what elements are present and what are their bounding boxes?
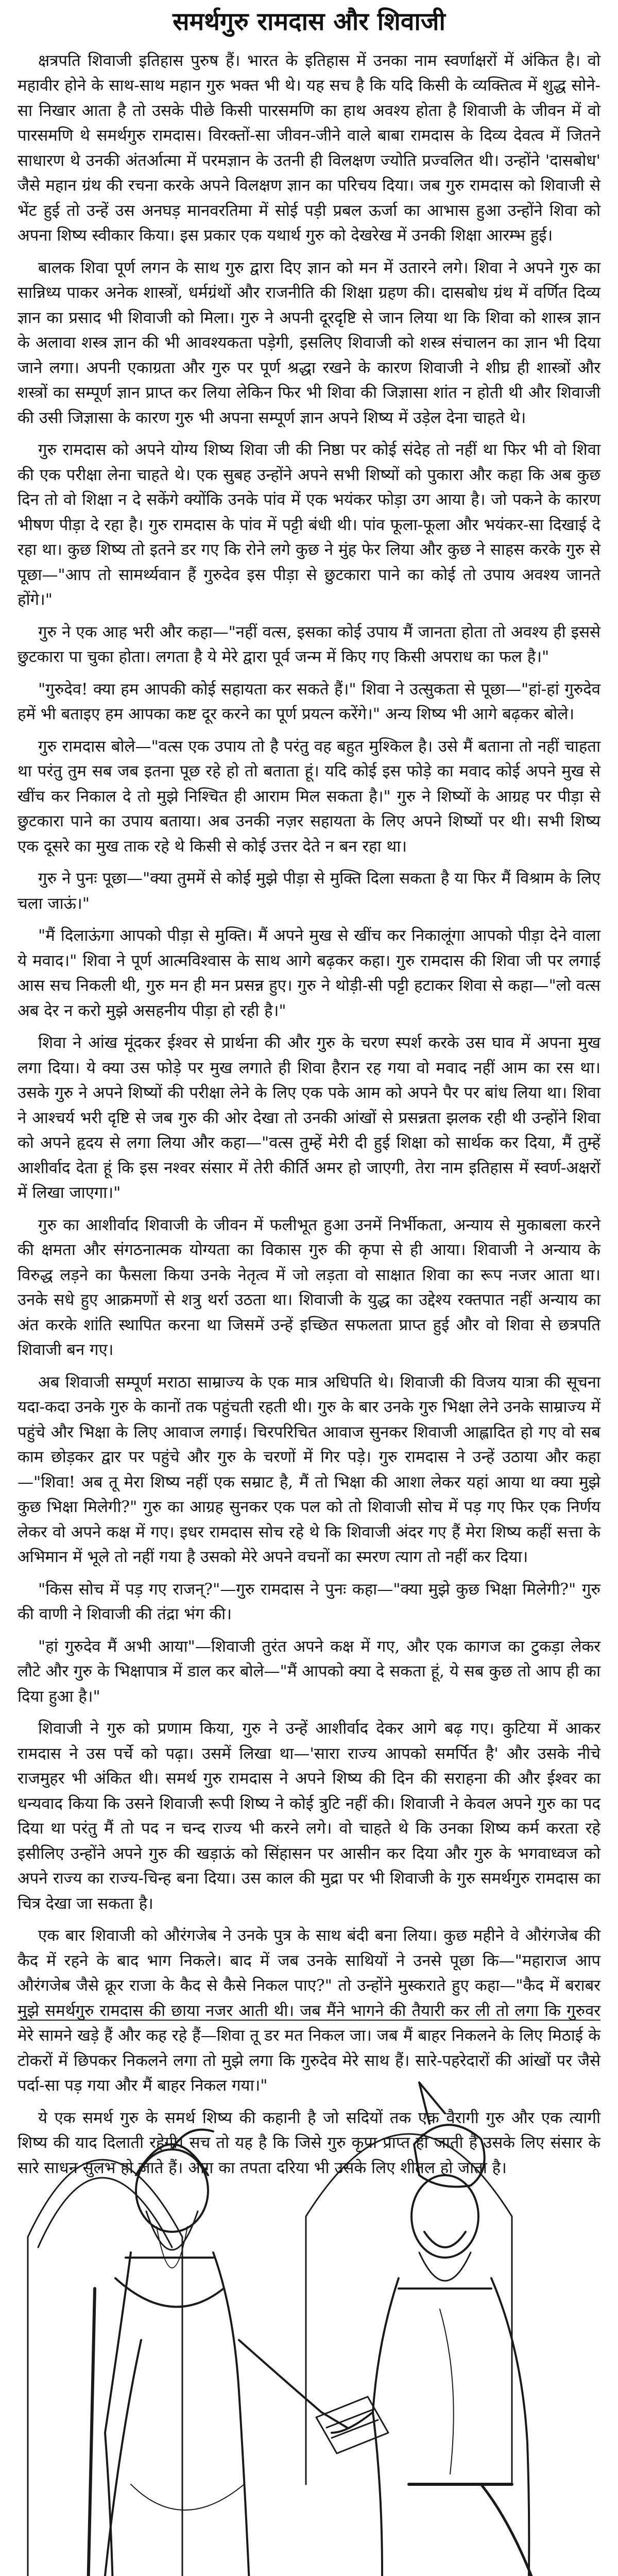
palace-arches: [18, 2134, 600, 2576]
line-drawing: [18, 2021, 600, 2576]
paragraph: गुरु रामदास बोले—"वत्स एक उपाय तो है परंतु वह बहुत मुश्किल है। उसे मैं बताना तो नहीं चाहता था परंतु तुम सब जब इतना पूछ रहे हो तो बताता हूं। यदि कोई इस फोड़े का मवाद कोई अपने मुख से खींच कर निकाल दे तो मुझे निश्चित ही आराम मिल सकता है।" गुरु ने शिष्यों के आग्रह पर पीड़ा से छुटकारा पाने का उपाय बताया। अब उनकी नज़र सहायता के लिए अपने शिष्यों पर थी। सभी शिष्य एक दूसरे का मुख ताक रहे थे किसी से कोई उत्तर देते न बन रहा था।: [18, 737, 600, 856]
page-title: समर्थगुरु रामदास और शिवाजी: [173, 7, 445, 36]
paragraph: "किस सोच में पड़ गए राजन्?"—गुरु रामदास ने पुनः कहा—"क्या मुझे कुछ भिक्षा मिलेगी?" गुरु की वाणी ने शिवाजी की तंद्रा भंग की।: [18, 1580, 600, 1624]
paragraph: "मैं दिलाऊंगा आपको पीड़ा से मुक्ति। मैं अपने मुख से खींच कर निकालूंगा आपको पीड़ा देने वाला ये मवाद।" शिवा ने पूर्ण आत्मविश्वास के साथ आगे बढ़कर कहा। गुरु रामदास की शिवा जी पर लगाई आस सच निकली थी, गुरु मन ही मन प्रसन्न हुए। गुरु ने थोड़ी-सी पट्टी हटाकर शिवा से कहा—"लो वत्स अब देर न करो मुझे असहनीय पीड़ा हो रही है।": [18, 926, 600, 1020]
illustration-ramdas-and-shivaji: [18, 2020, 600, 2576]
scroll-paper: [316, 2397, 388, 2453]
paragraph: ये एक समर्थ गुरु के समर्थ शिष्य की कहानी है जो सदियों तक एक वैरागी गुरु और एक त्यागी शिष्य की याद दिलाती रहेगी। सच तो यह है कि जिसे गुरु कृपा प्राप्त हो जाती है उसके लिए संसार के सारे साधन सुलभ हो जाते हैं। आग का तपता दरिया भी उसके लिए शीतल हो जाता है।: [18, 2108, 600, 2177]
paragraph: गुरु ने पुनः पूछा—"क्या तुममें से कोई मुझे पीड़ा से मुक्ति दिला सकता है या फिर मैं विश्राम के लिए चला जाऊं।": [18, 869, 600, 913]
ramdas-figure: [79, 2130, 347, 2576]
paragraph: शिवा ने आंख मूंदकर ईश्वर से प्रार्थना की और गुरु के चरण स्पर्श करके उस घाव में अपना मुख लगा दिया। ये क्या उस फोड़े पर मुख लगाते ही शिवा हैरान रह गया वो मवाद नहीं आम का रस था। उसके गुरु ने अपने शिष्यों की परीक्षा लेने के लिए एक पके आम को अपने पैर पर बांध लिया था। शिवा ने आश्चर्य भरी दृष्टि से जब गुरु की ओर देखा तो उनकी आंखों से प्रसन्नता झलक रही थी उन्होंने शिवा को अपने हृदय से लगा लिया और कहा—"वत्स तुम्हें मेरी दी हुई शिक्षा को सार्थक कर दिया, मैं तुम्हें आशीर्वाद देता हूं कि इस नश्वर संसार में तेरी कीर्ति अमर हो जाएगी, तेरा नाम इतिहास में स्वर्ण-अक्षरों में लिखा जाएगा।": [18, 1033, 600, 1202]
paragraph: गुरु ने एक आह भरी और कहा—"नहीं वत्स, इसका कोई उपाय मैं जानता होता तो अवश्य ही इससे छुटकारा पा चुका होता। लगता है ये मेरे द्वारा पूर्व जन्म में किए गए किसी अपराध का फल है।": [18, 622, 600, 667]
paragraph: बालक शिवा पूर्ण लगन के साथ गुरु द्वारा दिए ज्ञान को मन में उतारने लगे। शिवा ने अपने गुरु का सान्निध्य पाकर अनेक शास्त्रों, धर्मग्रंथों और राजनीति की शिक्षा ग्रहण की। दासबोध ग्रंथ में वर्णित दिव्य ज्ञान का प्रसाद भी शिवाजी को मिला। गुरु ने अपनी दूरदृष्टि से जान लिया था कि शिवा को शास्त्र ज्ञान के अलावा शस्त्र ज्ञान की भी आवश्यकता पड़ेगी, इसलिए शिवाजी को शस्त्र संचालन का ज्ञान भी दिया जाने लगा। अपनी एकाग्रता और गुरु पर पूर्ण श्रद्धा रखने के कारण शिवाजी ने शीघ्र ही शास्त्रों और शस्त्रों का सम्पूर्ण ज्ञान प्राप्त कर लिया लेकिन फिर भी शिवा की जिज्ञासा शांत न होती थी और शिवाजी की उसी जिज्ञासा के कारण गुरु भी अपना सम्पूर्ण ज्ञान अपने शिष्य में उड़ेल देना चाहते थे।: [18, 258, 600, 427]
paragraph: गुरु का आशीर्वाद शिवाजी के जीवन में फलीभूत हुआ उनमें निर्भीकता, अन्याय से मुकाबला करने की क्षमता और संगठनात्मक योग्यता का विकास गुरु की कृपा से ही आया। शिवाजी ने अन्याय के विरुद्ध लड़ने का फैसला किया उनके नेतृत्व में जो लड़ता वो साक्षात शिवा का रूप नजर आता था। उनके सधे हुए आक्रमणों से शत्रु थर्रा उठता था। शिवाजी के युद्ध का उद्देश्य रक्तपात नहीं अन्याय का अंत करके शांति स्थापित करना था जिसमें उन्हें इच्छित सफलता प्राप्त हुई और वो शिवा से छत्रपति शिवाजी बन गए।: [18, 1215, 600, 1360]
paragraph: "हां गुरुदेव मैं अभी आया"—शिवाजी तुरंत अपने कक्ष में गए, और एक कागज का टुकड़ा लेकर लौटे और गुरु के भिक्षापात्र में डाल कर बोले—"मैं आपको क्या दे सकता हूं, ये सब कुछ तो आप ही का दिया हुआ है।": [18, 1637, 600, 1706]
paragraph: अब शिवाजी सम्पूर्ण मराठा साम्राज्य के एक मात्र अधिपति थे। शिवाजी की विजय यात्रा की सूचना यदा-कदा उनके गुरु के कानों तक पहुंचती रहती थी। गुरु के बार उनके गुरु भिक्षा लेने उनके साम्राज्य में पहुंचे और भिक्षा के लिए आवाज लगाई। चिरपरिचित आवाज सुनकर शिवाजी आह्लादित हो गए वो सब काम छोड़कर द्वार पर पहुंचे और गुरु के चरणों में गिर पड़े। गुरु रामदास ने उन्हें उठाया और कहा—"शिवा! अब तू मेरा शिष्य नहीं एक सम्राट है, मैं तो भिक्षा की आशा लेकर यहां आया था क्या मुझे कुछ भिक्षा मिलेगी?" गुरु का आग्रह सुनकर एक पल को तो शिवाजी सोच में पड़ गए फिर एक निर्णय लेकर वो अपने कक्ष में गए। इधर रामदास सोच रहे थे कि शिवाजी अंदर गए हैं मेरा शिष्य कहीं सत्ता के अभिमान में भूले तो नहीं गया है उसको मेरे अपने वचनों का स्मरण त्याग तो नहीं कर दिया।: [18, 1372, 600, 1567]
article-body: [18, 48, 600, 2181]
paragraph: गुरु रामदास को अपने योग्य शिष्य शिवा जी की निष्ठा पर कोई संदेह तो नहीं था फिर भी वो शिवा की एक परीक्षा लेना चाहते थे। एक सुबह उन्होंने अपने सभी शिष्यों को पुकारा और कहा कि अब कुछ दिन तो वो शिक्षा न दे सकेंगे क्योंकि उनके पांव में एक भयंकर फोड़ा उग आया है। जो पकने के कारण भीषण पीड़ा दे रहा है। गुरु रामदास के पांव में पट्टी बंधी थी। पांव फूला-फूला और भयंकर-सा दिखाई दे रहा था। कुछ शिष्य तो इतने डर गए कि रोने लगे कुछ ने मुंह फेर लिया और कुछ ने साहस करके गुरु से पूछा—"आप तो सामर्थ्यवान हैं गुरुदेव इस पीड़ा से छुटकारा पाने का कोई तो उपाय अवश्य जानते होंगे।": [18, 440, 600, 609]
paragraph: क्षत्रपति शिवाजी इतिहास पुरुष हैं। भारत के इतिहास में उनका नाम स्वर्णाक्षरों में अंकित है। वो महावीर होने के साथ-साथ महान गुरु भक्त भी थे। यह सच है कि यदि किसी के व्यक्तित्व में शुद्ध सोने-सा निखार आता है तो उसके पीछे किसी पारसमणि का हाथ अवश्य होता है शिवाजी के जीवन में वो पारसमणि थे समर्थगुरु रामदास। विरक्तों-सा जीवन-जीने वाले बाबा रामदास के दिव्य देवत्व में जितने साधारण थे उनकी अंतर्आत्मा में परमज्ञान के उतनी ही विलक्षण ज्योति प्रज्वलित थी। उन्होंने 'दासबोध' जैसे महान ग्रंथ की रचना करके अपने विलक्षण ज्ञान का परिचय दिया। जब गुरु रामदास को शिवाजी से भेंट हुई तो उन्हें उस अनघड़ मानवरतिमा में सोई पड़ी प्रबल ऊर्जा का आभास हुआ उन्होंने शिवा को अपना शिष्य स्वीकार किया। इस प्रकार एक यथार्थ गुरु को देखरेख में उनकी शिक्षा आरम्भ हुई।: [18, 51, 600, 245]
paragraph: "गुरुदेव! क्या हम आपकी कोई सहायता कर सकते हैं।" शिवा ने उत्सुकता से पूछा—"हां-हां गुरुदेव हमें भी बताइए हम आपका कष्ट दूर करने का पूर्ण प्रयत्न करेंगे।" अन्य शिष्य भी आगे बढ़कर बोले।: [18, 680, 600, 724]
paragraph: शिवाजी ने गुरु को प्रणाम किया, गुरु ने उन्हें आशीर्वाद देकर आगे बढ़ गए। कुटिया में आकर रामदास ने उस पर्चे को पढ़ा। उसमें लिखा था—'सारा राज्य आपको समर्पित है' और उसके नीचे राजमुहर भी अंकित थी। समर्थ गुरु रामदास ने अपने शिष्य की दिन की सराहना की और ईश्वर का धन्यवाद किया कि उसने शिवाजी रूपी शिष्य ने कोई त्रुटि नहीं की। शिवाजी ने केवल अपने गुरु का पद दिया था परंतु मैं तो पद न चन्द राज्य भी करने लगे। वो चाहते थे कि उनका शिष्य कर्म करता रहे इसीलिए उन्होंने अपने गुरु की खड़ाऊं को सिंहासन पर आसीन कर दिया और गुरु के भगवाध्वज को अपने राज्य का राज्य-चिन्ह बना दिया। उस काल की मुद्रा पर भी शिवाजी के गुरु समर्थगुरु रामदास का चित्र देखा जा सकता है।: [18, 1719, 600, 1913]
shivaji-figure: [332, 2082, 553, 2576]
paragraph: एक बार शिवाजी को औरंगजेब ने उनके पुत्र के साथ बंदी बना लिया। कुछ महीने वे औरंगजेब की कैद में रहने के बाद भाग निकले। बाद में जब उनके साथियों ने उनसे पूछा कि—"महाराज आप औरंगजेब जैसे क्रूर राजा के कैद से कैसे निकल पाए?" तो उन्होंने मुस्कराते हुए कहा—"कैद में बराबर मुझे समर्थगुरु रामदास की छाया नजर आती थी। जब मैंने भागने की तैयारी कर ली तो लगा कि गुरुवर मेरे सामने खड़े हैं और कह रहे हैं—शिवा तू डर मत निकल जा। जब मैं बाहर निकलने के लिए मिठाई के टोकरों में छिपकर निकलने लगा तो मुझे लगा कि गुरुदेव मेरे साथ हैं। सारे-पहरेदारों की आंखों पर जैसे पर्दा-सा पड़ गया और मैं बाहर निकल गया।": [18, 1926, 600, 2095]
